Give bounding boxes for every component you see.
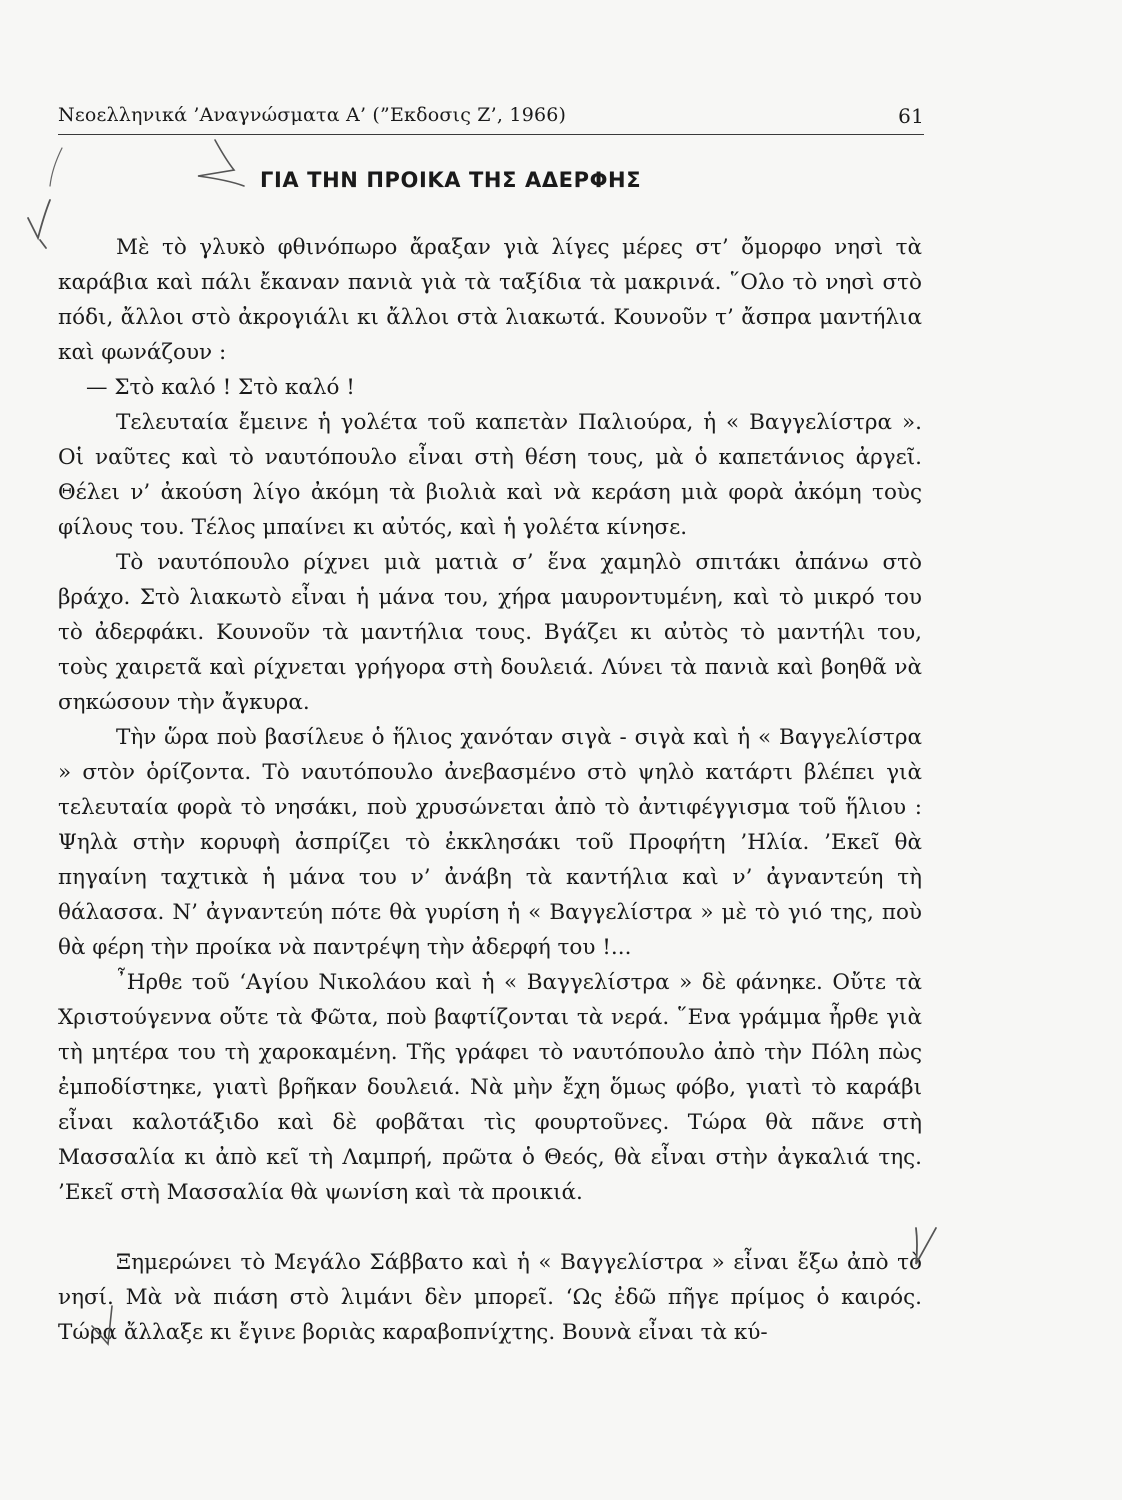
header-source: Νεοελληνικά ’Αναγνώσματα Α’ (”Εκδοσις Ζ’, 1966) [58, 104, 567, 126]
pencil-checkmark-first-paragraph [28, 200, 50, 248]
paragraph-7: Ξημερώνει τὸ Μεγάλο Σάββατο καὶ ἡ « Βαγγελίστρα » εἶναι ἔξω ἀπὸ τὸ νησί. Μὰ νὰ πιάση στὸ λιμάνι δὲν μπορεῖ. ‘Ως ἐδῶ πῆγε πρίμος ὁ καιρός. Τώρα ἄλλαξε κι ἔγινε βοριὰς καραβοπνίχτης. Βουνὰ εἶναι τὰ κύ- [58, 1250, 922, 1345]
chapter-title: ΓΙΑ ΤΗΝ ΠΡΟΙΚΑ ΤΗΣ ΑΔΕΡΦΗΣ [260, 168, 642, 192]
running-header [58, 100, 924, 135]
body-text [58, 230, 922, 1350]
pencil-mark-left-top [50, 148, 62, 186]
page-number: 61 [898, 104, 924, 128]
paragraph-5: Τὴν ὥρα ποὺ βασίλευε ὁ ἥλιος χανόταν σιγὰ - σιγὰ καὶ ἡ « Βαγγελίστρα » στὸν ὁρίζοντα. Τὸ ναυτόπουλο ἀνεβασμένο στὸ ψηλὸ κατάρτι βλέπει γιὰ τελευταία φορὰ τὸ νησάκι, ποὺ χρυσώνεται ἀπὸ τὸ ἀντιφέγγισμα τοῦ ἥλιου : Ψηλὰ στὴν κορυφὴ ἀσπρίζει τὸ ἐκκλησάκι τοῦ Προφήτη ’Ηλία. ’Εκεῖ θὰ πηγαίνη ταχτικὰ ἡ μάνα του ν’ ἀνάβη τὰ καντήλια καὶ ν’ ἀγναντεύη τὴ θάλασσα. Ν’ ἀγναντεύη πότε θὰ γυρίση ἡ « Βαγγελίστρα » μὲ τὸ γιό της, ποὺ θὰ φέρη τὴν προίκα νὰ παντρέψη τὴν ἀδερφή του !... [58, 725, 922, 960]
pencil-mark-title [198, 140, 244, 186]
paragraph-2-dialogue: — Στὸ καλό ! Στὸ καλό ! [86, 375, 355, 400]
paragraph-6: ῏Ηρθε τοῦ ‘Αγίου Νικολάου καὶ ἡ « Βαγγελίστρα » δὲ φάνηκε. Οὔτε τὰ Χριστούγεννα οὔτε τὰ Φῶτα, ποὺ βαφτίζονται τὰ νερά. ῞Ενα γράμμα ἦρθε γιὰ τὴ μητέρα του τὴ χαροκαμένη. Τῆς γράφει τὸ ναυτόπουλο ἀπὸ τὴν Πόλη πὼς ἐμποδίστηκε, γιατὶ βρῆκαν δουλειά. Νὰ μὴν ἔχη ὅμως φόβο, γιατὶ τὸ καράβι εἶναι καλοτάξιδο καὶ δὲ φοβᾶται τὶς φουρτοῦνες. Τώρα θὰ πᾶνε στὴ Μασσαλία κι ἀπὸ κεῖ τὴ Λαμπρή, πρῶτα ὁ Θεός, θὰ εἶναι στὴν ἀγκαλιά της. ’Εκεῖ στὴ Μασσαλία θὰ ψωνίση καὶ τὰ προικιά. [58, 970, 922, 1205]
paragraph-3: Τελευταία ἔμεινε ἡ γολέτα τοῦ καπετὰν Παλιούρα, ἡ « Βαγγελίστρα ». Οἱ ναῦτες καὶ τὸ ναυτόπουλο εἶναι στὴ θέση τους, μὰ ὁ καπετάνιος ἀργεῖ. Θέλει ν’ ἀκούση λίγο ἀκόμη τὰ βιολιὰ καὶ νὰ κεράση μιὰ φορὰ ἀκόμη τοὺς φίλους του. Τέλος μπαίνει κι αὐτός, καὶ ἡ γολέτα κίνησε. [58, 410, 922, 540]
paragraph-4: Τὸ ναυτόπουλο ρίχνει μιὰ ματιὰ σ’ ἕνα χαμηλὸ σπιτάκι ἀπάνω στὸ βράχο. Στὸ λιακωτὸ εἶναι ἡ μάνα του, χήρα μαυροντυμένη, καὶ τὸ μικρό του τὸ ἀδερφάκι. Κουνοῦν τὰ μαντήλια τους. Βγάζει κι αὐτὸς τὸ μαντήλι του, τοὺς χαιρετᾶ καὶ ρίχνεται γρήγορα στὴ δουλειά. Λύνει τὰ πανιὰ καὶ βοηθᾶ νὰ σηκώσουν τὴν ἄγκυρα. [58, 550, 922, 715]
paragraph-1: Μὲ τὸ γλυκὸ φθινόπωρο ἄραξαν γιὰ λίγες μέρες στ’ ὄμορφο νησὶ τὰ καράβια καὶ πάλι ἔκαναν πανιὰ γιὰ τὰ ταξίδια τὰ μακρινά. ῞Ολο τὸ νησὶ στὸ πόδι, ἄλλοι στὸ ἀκρογιάλι κι ἄλλοι στὰ λιακωτά. Κουνοῦν τ’ ἄσπρα μαντήλια καὶ φωνάζουν : [58, 235, 922, 365]
